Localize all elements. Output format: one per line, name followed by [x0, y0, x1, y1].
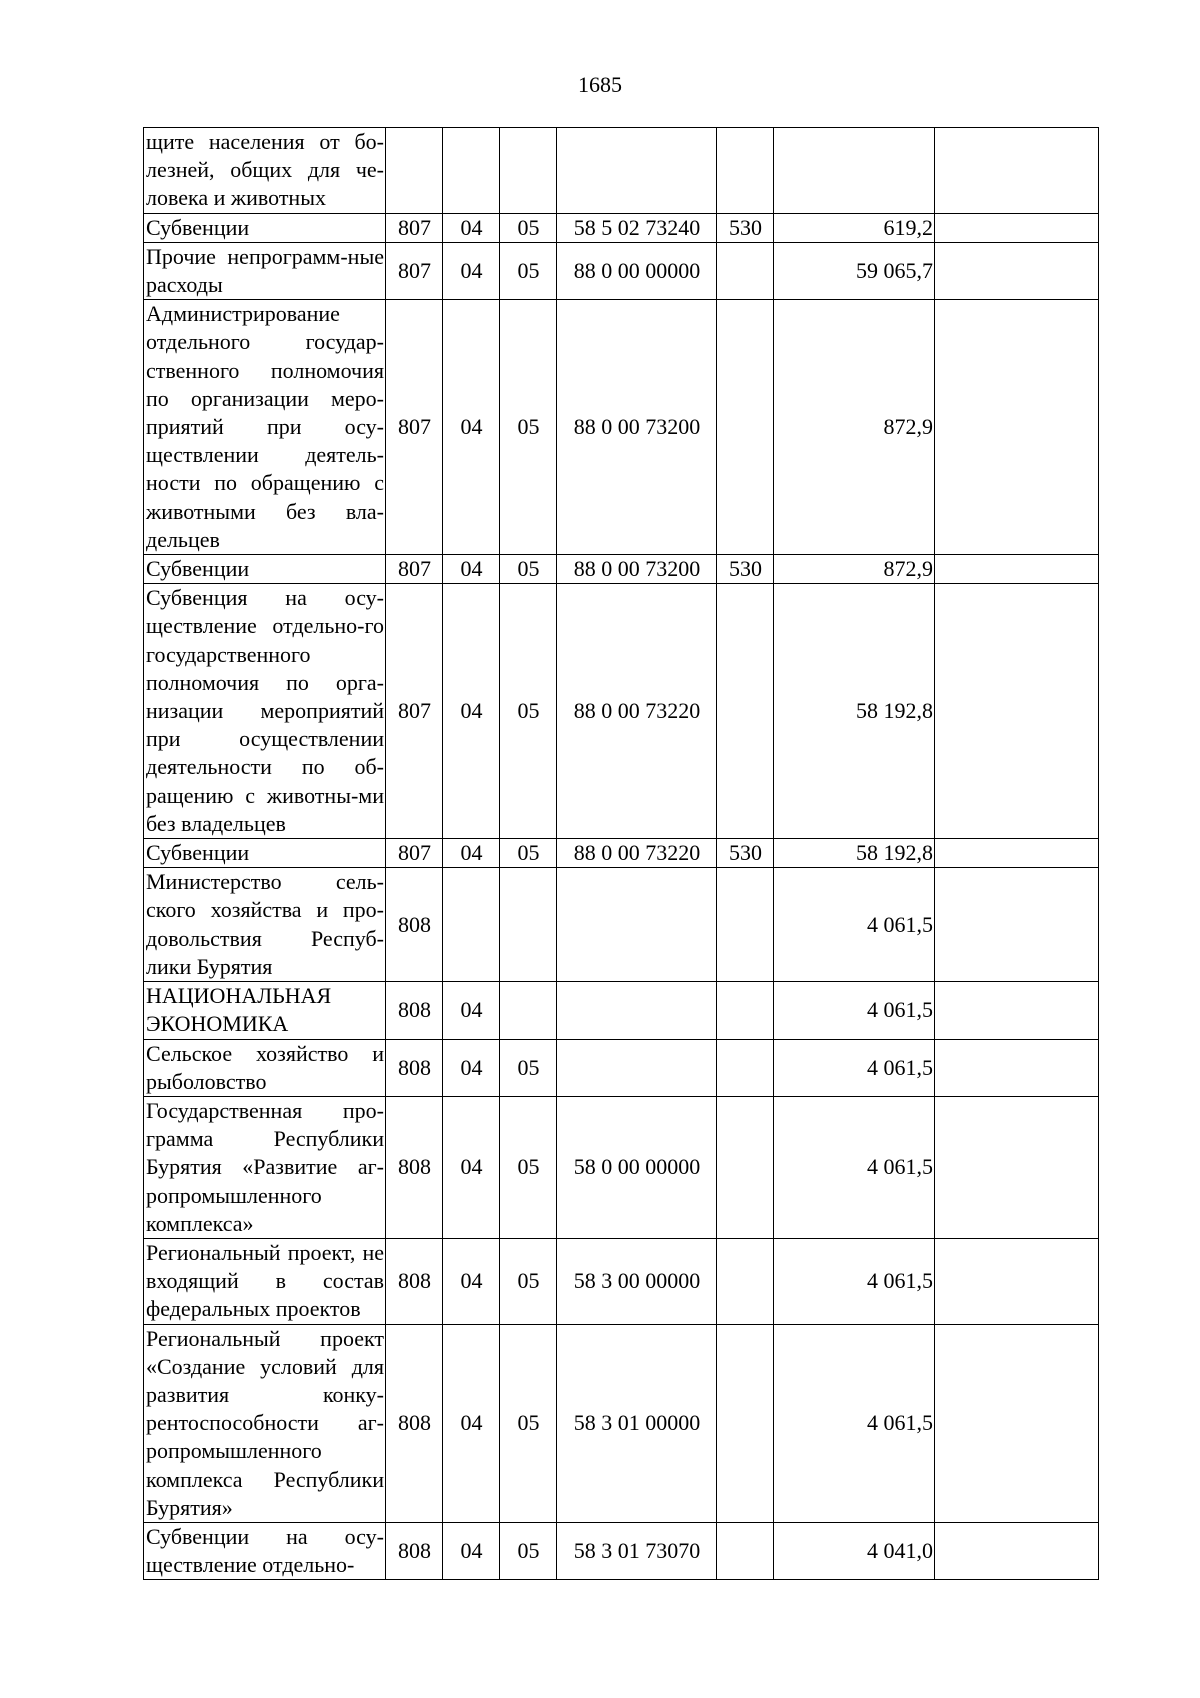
table-row	[144, 1522, 1099, 1579]
section-code	[443, 128, 500, 214]
subsection-code: 05	[500, 242, 557, 299]
ministry-code: 808	[386, 1238, 443, 1324]
table-row	[144, 868, 1099, 982]
table-row	[144, 242, 1099, 299]
page-number: 1685	[578, 72, 622, 97]
subsection-code: 05	[500, 1096, 557, 1238]
subsection-code	[500, 868, 557, 982]
section-code: 04	[443, 982, 500, 1039]
ministry-code	[386, 128, 443, 214]
expense-type-code: 530	[717, 213, 774, 242]
target-article-code: 88 0 00 00000	[557, 242, 717, 299]
amount: 4 061,5	[774, 1238, 935, 1324]
row-name: щите населения от бо-лезней, общих для че-ловека и животных	[144, 128, 386, 214]
row-name: Субвенции	[144, 213, 386, 242]
amount: 619,2	[774, 213, 935, 242]
section-code: 04	[443, 1096, 500, 1238]
row-name: Региональный проект, не входящий в состав федеральных проектов	[144, 1238, 386, 1324]
section-code	[443, 868, 500, 982]
target-article-code: 58 5 02 73240	[557, 213, 717, 242]
amount: 872,9	[774, 300, 935, 555]
amount: 58 192,8	[774, 839, 935, 868]
row-name: Министерство сель-ского хозяйства и про-довольствия Респуб-лики Бурятия	[144, 868, 386, 982]
target-article-code	[557, 1039, 717, 1096]
ministry-code: 808	[386, 1522, 443, 1579]
subsection-code: 05	[500, 1238, 557, 1324]
extra-cell	[935, 1522, 1099, 1579]
amount: 58 192,8	[774, 584, 935, 839]
amount	[774, 128, 935, 214]
table-row	[144, 1238, 1099, 1324]
section-code: 04	[443, 584, 500, 839]
ministry-code: 807	[386, 555, 443, 584]
target-article-code	[557, 128, 717, 214]
expense-type-code	[717, 1522, 774, 1579]
target-article-code: 88 0 00 73220	[557, 839, 717, 868]
ministry-code: 808	[386, 982, 443, 1039]
expense-type-code	[717, 1324, 774, 1522]
subsection-code: 05	[500, 213, 557, 242]
expense-type-code	[717, 1238, 774, 1324]
table-row	[144, 213, 1099, 242]
target-article-code: 88 0 00 73200	[557, 555, 717, 584]
subsection-code: 05	[500, 555, 557, 584]
row-name: Региональный проект «Создание условий для развития конку-рентоспособности аг-ропромышленного комплекса Республики Бурятия»	[144, 1324, 386, 1522]
expense-type-code	[717, 242, 774, 299]
target-article-code: 58 3 01 00000	[557, 1324, 717, 1522]
extra-cell	[935, 839, 1099, 868]
ministry-code: 807	[386, 839, 443, 868]
extra-cell	[935, 982, 1099, 1039]
row-name: Субвенции	[144, 839, 386, 868]
row-name: НАЦИОНАЛЬНАЯ ЭКОНОМИКА	[144, 982, 386, 1039]
table-row	[144, 1096, 1099, 1238]
target-article-code	[557, 982, 717, 1039]
subsection-code: 05	[500, 584, 557, 839]
target-article-code: 58 0 00 00000	[557, 1096, 717, 1238]
extra-cell	[935, 1324, 1099, 1522]
target-article-code	[557, 868, 717, 982]
expense-type-code	[717, 868, 774, 982]
target-article-code: 58 3 01 73070	[557, 1522, 717, 1579]
ministry-code: 807	[386, 213, 443, 242]
table-row	[144, 1039, 1099, 1096]
extra-cell	[935, 868, 1099, 982]
table-row	[144, 555, 1099, 584]
row-name: Прочие непрограмм-ные расходы	[144, 242, 386, 299]
ministry-code: 807	[386, 300, 443, 555]
extra-cell	[935, 128, 1099, 214]
table-row	[144, 584, 1099, 839]
amount: 4 061,5	[774, 1096, 935, 1238]
extra-cell	[935, 555, 1099, 584]
amount: 4 061,5	[774, 868, 935, 982]
section-code: 04	[443, 839, 500, 868]
extra-cell	[935, 300, 1099, 555]
subsection-code: 05	[500, 1039, 557, 1096]
amount: 4 041,0	[774, 1522, 935, 1579]
target-article-code: 88 0 00 73220	[557, 584, 717, 839]
extra-cell	[935, 1238, 1099, 1324]
section-code: 04	[443, 1324, 500, 1522]
table-row	[144, 128, 1099, 214]
ministry-code: 807	[386, 584, 443, 839]
section-code: 04	[443, 300, 500, 555]
table-row	[144, 300, 1099, 555]
amount: 4 061,5	[774, 1039, 935, 1096]
ministry-code: 808	[386, 1039, 443, 1096]
table-row	[144, 839, 1099, 868]
subsection-code: 05	[500, 1522, 557, 1579]
subsection-code: 05	[500, 1324, 557, 1522]
table-row	[144, 982, 1099, 1039]
row-name: Администрирование отдельного государ-ственного полномочия по организации меро-приятий при осу-ществлении деятель-ности по обращению с животными без вла-дельцев	[144, 300, 386, 555]
expense-type-code	[717, 300, 774, 555]
ministry-code: 807	[386, 242, 443, 299]
section-code: 04	[443, 242, 500, 299]
expense-type-code: 530	[717, 555, 774, 584]
section-code: 04	[443, 1039, 500, 1096]
amount: 4 061,5	[774, 1324, 935, 1522]
amount: 4 061,5	[774, 982, 935, 1039]
extra-cell	[935, 1039, 1099, 1096]
expense-type-code	[717, 584, 774, 839]
expense-type-code	[717, 1096, 774, 1238]
row-name: Государственная про-грамма Республики Бурятия «Развитие аг-ропромышленного комплекса»	[144, 1096, 386, 1238]
extra-cell	[935, 242, 1099, 299]
amount: 872,9	[774, 555, 935, 584]
row-name: Субвенция на осу-ществление отдельно-го государственного полномочия по орга-низации мероприятий при осуществлении деятельности по об-ращению с животны-ми без владельцев	[144, 584, 386, 839]
extra-cell	[935, 584, 1099, 839]
extra-cell	[935, 213, 1099, 242]
subsection-code	[500, 128, 557, 214]
section-code: 04	[443, 555, 500, 584]
section-code: 04	[443, 1238, 500, 1324]
ministry-code: 808	[386, 1096, 443, 1238]
target-article-code: 58 3 00 00000	[557, 1238, 717, 1324]
expense-type-code	[717, 982, 774, 1039]
row-name: Субвенции	[144, 555, 386, 584]
ministry-code: 808	[386, 868, 443, 982]
target-article-code: 88 0 00 73200	[557, 300, 717, 555]
subsection-code	[500, 982, 557, 1039]
table-row	[144, 1324, 1099, 1522]
budget-table	[143, 127, 1099, 1580]
subsection-code: 05	[500, 300, 557, 555]
expense-type-code: 530	[717, 839, 774, 868]
ministry-code: 808	[386, 1324, 443, 1522]
row-name: Сельское хозяйство и рыболовство	[144, 1039, 386, 1096]
expense-type-code	[717, 128, 774, 214]
extra-cell	[935, 1096, 1099, 1238]
expense-type-code	[717, 1039, 774, 1096]
section-code: 04	[443, 213, 500, 242]
subsection-code: 05	[500, 839, 557, 868]
section-code: 04	[443, 1522, 500, 1579]
amount: 59 065,7	[774, 242, 935, 299]
row-name: Субвенции на осу-ществление отдельно-	[144, 1522, 386, 1579]
